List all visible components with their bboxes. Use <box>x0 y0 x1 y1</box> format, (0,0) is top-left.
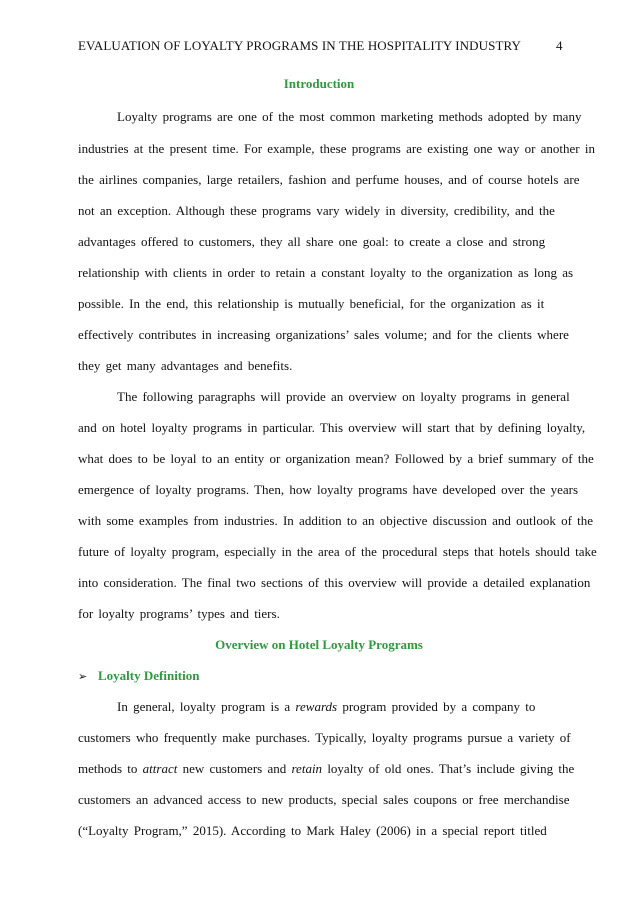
text-run: loyalty of old ones. That’s include giving the <box>322 761 575 776</box>
text-run: new customers and <box>177 761 292 776</box>
running-head: EVALUATION OF LOYALTY PROGRAMS IN THE HOSPITALITY INDUSTRY <box>78 38 522 53</box>
paragraph-line: customers who frequently make purchases. Typically, loyalty programs pursue a variety of <box>78 730 571 745</box>
paragraph-line <box>117 699 535 715</box>
text-run: In general, loyalty program is a <box>117 699 296 714</box>
paragraph-line: future of loyalty program, especially in the area of the procedural steps that hotels should take <box>78 544 597 559</box>
emphasis-rewards: rewards <box>295 699 338 714</box>
paragraph-line: the airlines companies, large retailers, fashion and perfume houses, and of course hotels are <box>78 172 580 187</box>
paragraph-line: into consideration. The final two sections of this overview will provide a detailed explanation <box>78 575 591 590</box>
text-run: methods to <box>78 761 143 776</box>
page-number: 4 <box>556 38 563 53</box>
paragraph-line: Loyalty programs are one of the most common marketing methods adopted by many <box>117 109 582 124</box>
paragraph-line: customers an advanced access to new products, special sales coupons or free merchandise <box>78 792 570 807</box>
introduction-heading: Introduction <box>283 76 355 91</box>
emphasis-retain: retain <box>291 761 323 776</box>
paragraph-line <box>78 761 574 777</box>
paragraph-line: industries at the present time. For example, these programs are existing one way or another in <box>78 141 595 156</box>
loyalty-definition-subheading <box>78 668 199 684</box>
emphasis-attract: attract <box>142 761 178 776</box>
paragraph-line: not an exception. Although these programs vary widely in diversity, credibility, and the <box>78 203 555 218</box>
paragraph-line: and on hotel loyalty programs in particular. This overview will start that by defining loyalty, <box>78 420 586 435</box>
paragraph-line: The following paragraphs will provide an overview on loyalty programs in general <box>117 389 570 404</box>
paragraph-line: possible. In the end, this relationship is mutually beneficial, for the organization as it <box>78 296 545 311</box>
text-run: program provided by a company to <box>337 699 536 714</box>
paragraph-line: for loyalty programs’ types and tiers. <box>78 606 280 621</box>
arrow-bullet-icon: ➢ <box>78 670 88 683</box>
paragraph-line: emergence of loyalty programs. Then, how loyalty programs have developed over the years <box>78 482 579 497</box>
paragraph-line: with some examples from industries. In addition to an objective discussion and outlook of the <box>78 513 594 528</box>
paragraph-line: relationship with clients in order to retain a constant loyalty to the organization as long as <box>78 265 574 280</box>
paragraph-line: advantages offered to customers, they all share one goal: to create a close and strong <box>78 234 546 249</box>
paragraph-line: what does to be loyal to an entity or organization mean? Followed by a brief summary of the <box>78 451 594 466</box>
paragraph-line: they get many advantages and benefits. <box>78 358 293 373</box>
paragraph-line: (“Loyalty Program,” 2015). According to Mark Haley (2006) in a special report titled <box>78 823 547 838</box>
subheading-label: Loyalty Definition <box>98 668 200 683</box>
paragraph-line: effectively contributes in increasing organizations’ sales volume; and for the clients where <box>78 327 569 342</box>
overview-heading: Overview on Hotel Loyalty Programs <box>215 637 423 652</box>
